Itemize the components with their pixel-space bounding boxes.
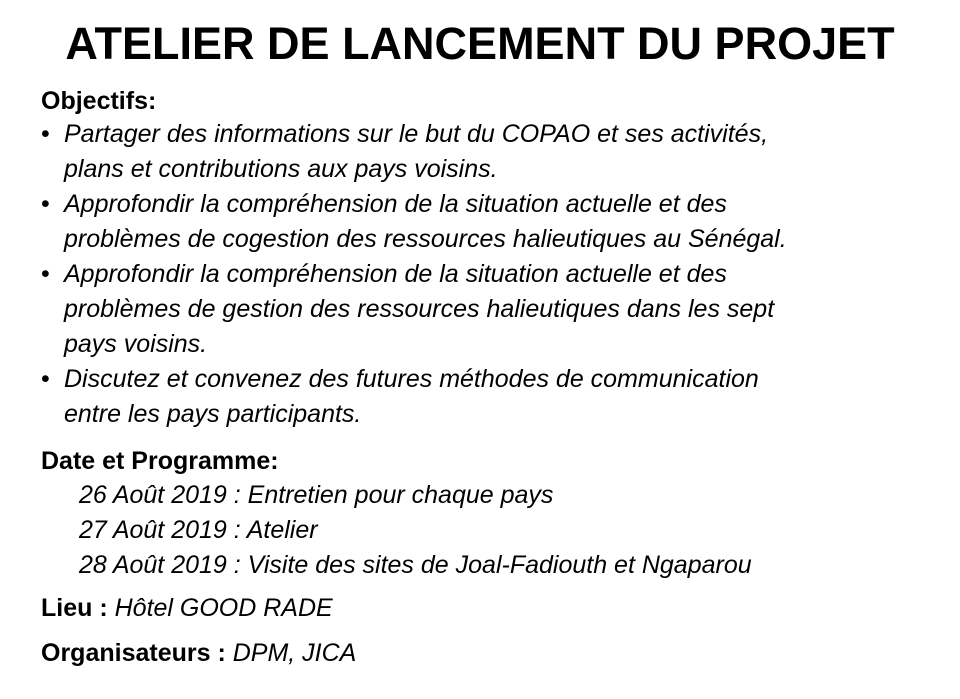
objective-line: entre les pays participants.	[64, 400, 362, 428]
bullet-icon: •	[41, 120, 50, 148]
objective-item	[41, 362, 941, 432]
objective-line: Approfondir la compréhension de la situation actuelle et des	[64, 260, 727, 288]
objective-line: Discutez et convenez des futures méthodes de communication	[64, 365, 759, 393]
objective-line: Partager des informations sur le but du COPAO et ses activités,	[64, 120, 769, 148]
schedule-item: 26 Août 2019 : Entretien pour chaque pays	[79, 481, 554, 509]
objective-item	[41, 257, 941, 362]
venue-line	[41, 591, 333, 625]
organizers-value: DPM, JICA	[232, 639, 357, 667]
objective-line: pays voisins.	[64, 330, 208, 358]
bullet-icon: •	[41, 190, 50, 218]
schedule-list	[79, 478, 752, 583]
organizers-label: Organisateurs :	[41, 639, 233, 667]
schedule-item: 27 Août 2019 : Atelier	[79, 516, 318, 544]
page-title: ATELIER DE LANCEMENT DU PROJET	[65, 18, 895, 69]
objective-line: Approfondir la compréhension de la situation actuelle et des	[64, 190, 727, 218]
objectives-list	[41, 117, 941, 432]
bullet-icon: •	[41, 365, 50, 393]
objective-line: problèmes de gestion des ressources halieutiques dans les sept	[64, 295, 775, 323]
bullet-icon: •	[41, 260, 50, 288]
organizers-line	[41, 636, 356, 670]
objective-line: plans et contributions aux pays voisins.	[64, 155, 498, 183]
schedule-item: 28 Août 2019 : Visite des sites de Joal-Fadiouth et Ngaparou	[79, 551, 752, 579]
objective-line: problèmes de cogestion des ressources halieutiques au Sénégal.	[64, 225, 787, 253]
venue-value: Hôtel GOOD RADE	[114, 594, 333, 622]
objective-item	[41, 117, 941, 187]
objective-item	[41, 187, 941, 257]
venue-label: Lieu :	[41, 594, 115, 622]
objectives-heading: Objectifs:	[41, 87, 157, 115]
schedule-heading: Date et Programme:	[41, 447, 279, 475]
